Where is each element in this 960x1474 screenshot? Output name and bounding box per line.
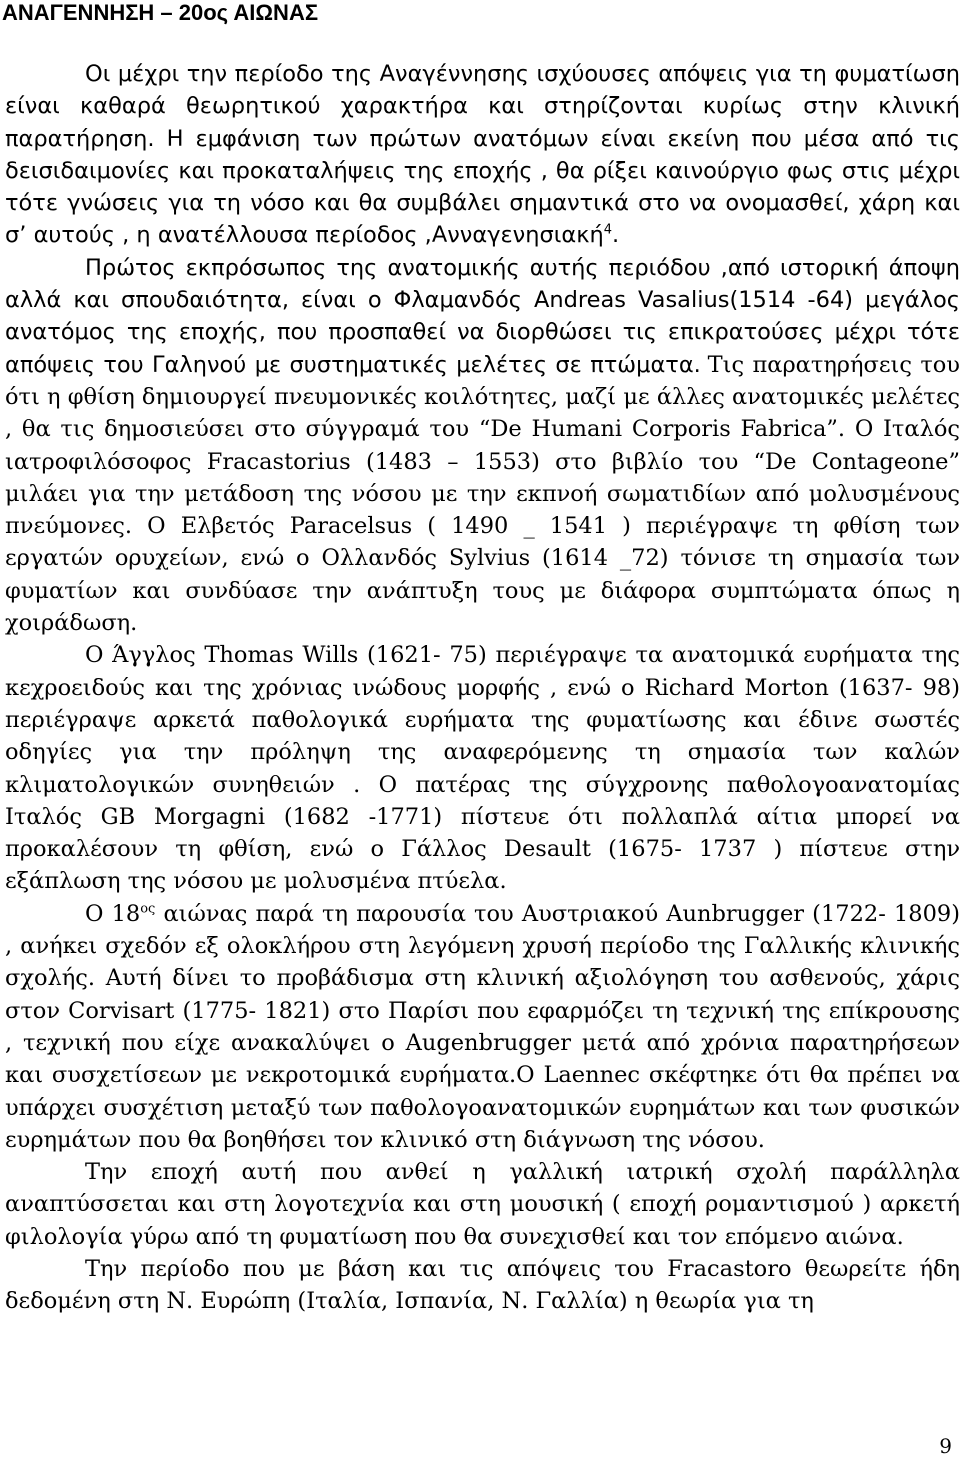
- paragraph-1-text: Οι μέχρι την περίοδο της Αναγέννησης ισχύουσες απόψεις για τη φυματίωση είναι καθαρά θεωρητικού χαρακτήρα και στηρίζονται κυρίως στην κλινική παρατήρηση. Η εμφάνιση των πρώτων ανατόμων είναι εκείνη που μέσα από τις δεισιδαιμονίες και προκαταλήψεις της εποχής , θα ρίξει καινούργιο φως στις μέχρι τότε γνώσεις για τη νόσο και θα συμβάλει σημαντικά στο να ονομασθεί, χάρη και σ’ αυτούς , η ανατέλλουσα περίοδος ,Ανναγενησιακή: [5, 61, 960, 249]
- paragraph-1-end: .: [612, 222, 620, 249]
- paragraph-6: Την περίοδο που με βάση και τις απόψεις του Fracastoro θεωρείτε ήδη δεδομένη στη Ν. Ευρώπη (Ιταλία, Ισπανία, Ν. Γαλλία) η θεωρία για τη: [5, 1255, 960, 1315]
- paragraph-2a-text: Πρώτος εκπρόσωπος της ανατομικής αυτής περιόδου ,από ιστορική άποψη αλλά και σπουδαιότητα, είναι ο Φλαμανδός Andreas Vasalius(1514 -64) μεγάλος ανατόμος της εποχής, που προσπαθεί να διορθώσει τις επικρατούσες μέχρι τότε απόψεις του Γαληνού με συστηματικές μελέτες σε πτώματα.: [5, 254, 960, 378]
- document-body: [5, 58, 960, 1318]
- paragraph-4-start: Ο 18: [85, 900, 141, 927]
- paragraph-4: [5, 898, 960, 1156]
- page-number: 9: [939, 1434, 952, 1458]
- paragraph-1: [5, 58, 960, 252]
- paragraph-2: [5, 252, 960, 640]
- paragraph-4-text: αιώνας παρά τη παρουσία του Αυστριακού Aunbrugger (1722- 1809) , ανήκει σχεδόν εξ ολοκλήρου στη λεγόμενη χρυσή περίοδο της Γαλλικής κλινικής σχολής. Αυτή δίνει το προβάδισμα στη κλινική αξιολόγηση του ασθενούς, χάρις στον Corvisart (1775- 1821) στο Παρίσι που εφαρμόζει τη τεχνική της επίκρουσης , τεχνική που είχε ανακαλύψει ο Augenbrugger μετά από χρόνια παρατηρήσεων και συσχετίσεων με νεκροτομικά ευρήματα.Ο Laennec σκέφτηκε ότι θα πρέπει να υπάρχει συσχέτιση μεταξύ των παθολογοανατομικών ευρημάτων και των φυσικών ευρημάτων που θα βοηθήσει τον κλινικό στη διάγνωση της νόσου.: [5, 900, 960, 1153]
- footnote-ref: 4: [603, 222, 613, 238]
- paragraph-2b-text: Τις παρατηρήσεις του ότι η φθίση δημιουργεί πνευμονικές κοιλότητες, μαζί με άλλες ανατομικές μελέτες , θα τις δημοσιεύσει στο σύγγραμά του “De Humani Corporis Fabrica”. Ο Ιταλός ιατροφιλόσοφος Fracastorius (1483 – 1553) στο βιβλίο του “De Contageone” μιλάει για την μετάδοση της νόσου με την εκπνοή σωματιδίων από μολυσμένους πνεύμονες. Ο Ελβετός Paracelsus ( 1490 _ 1541 ) περιέγραψε τη φθίση των εργατών ορυχείων, ενώ ο Ολλανδός Sylvius (1614 _72) τόνισε τη σημασία των φυματίων και συνδύασε την ανάπτυξη τους με διάφορα συμπτώματα όπως η χοιράδωση.: [5, 351, 960, 637]
- paragraph-5: Την εποχή αυτή που ανθεί η γαλλική ιατρική σχολή παράλληλα αναπτύσσεται και στη λογοτεχνία και στη μουσική ( εποχή ρομαντισμού ) αρκετή φιλολογία γύρω από τη φυματίωση που θα συνεχισθεί και τον επόμενο αιώνα.: [5, 1159, 960, 1250]
- paragraph-3: Ο Άγγλος Thomas Wills (1621- 75) περιέγραψε τα ανατομικά ευρήματα της κεχροειδούς και της χρόνιας ινώδους μορφής , ενώ ο Richard Morton (1637- 98) περιέγραψε αρκετά παθολογικά ευρήματα της φυματίωσης και έδινε σωστές οδηγίες για την πρόληψη της αναφερόμενης τη σημασία των καλών κλιματολογικών συνηθειών . Ο πατέρας της σύγχρονης παθολογοανατομίας Ιταλός GB Morgagni (1682 -1771) πίστευε ότι πολλαπλά αίτια μπορεί να προκαλέσουν τη φθίση, ενώ ο Γάλλος Desault (1675- 1737 ) πίστευε στην εξάπλωση της νόσου με μολυσμένα πτύελα.: [5, 642, 960, 895]
- ordinal-superscript: ος: [140, 901, 156, 917]
- page-heading: ΑΝΑΓΕΝΝΗΣΗ – 20ος ΑΙΩΝΑΣ: [2, 0, 319, 25]
